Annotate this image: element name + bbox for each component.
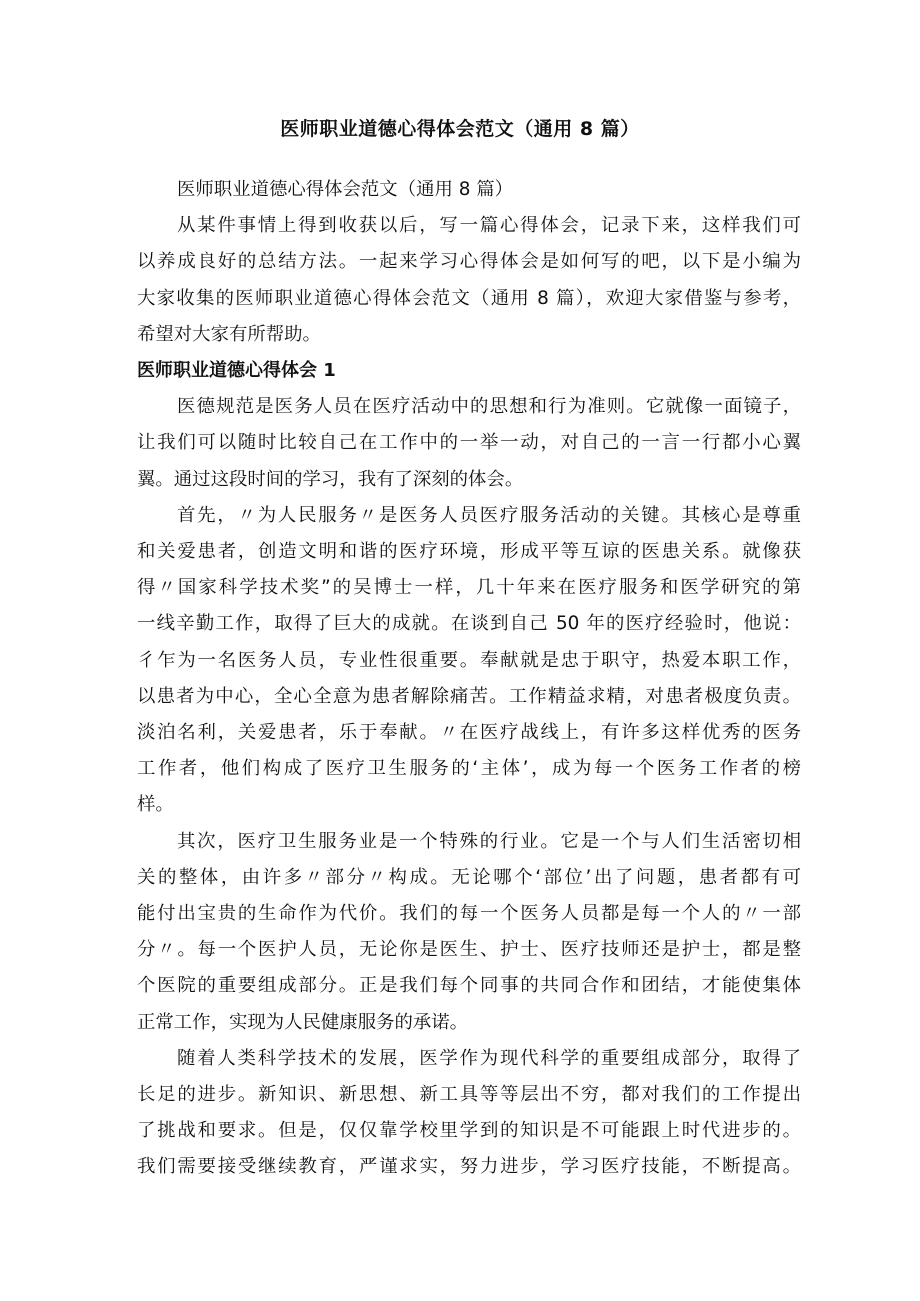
paragraph-line: 希望对大家有所帮助。 (137, 323, 321, 345)
intro-paragraph (137, 208, 801, 353)
paragraph-line: 长足的进步。新知识、新思想、新工具等等层出不穷，都对我们的工作提出 (137, 1084, 801, 1106)
document-title: 医师职业道德心得体会范文（通用 8 篇） (280, 118, 640, 140)
paragraph-line: 大家收集的医师职业道德心得体会范文（通用 8 篇），欢迎大家借鉴与参考， (137, 287, 801, 309)
paragraph-line: 其次，医疗卫生服务业是一个特殊的行业。它是一个与人们生活密切相 (177, 830, 801, 852)
body-paragraph (137, 1041, 801, 1186)
body-paragraph (137, 389, 801, 498)
paragraph-line: 让我们可以随时比较自己在工作中的一举一动，对自己的一言一行都小心翼 (137, 432, 801, 454)
paragraph-line: 样。 (137, 794, 174, 816)
paragraph-line: 从某件事情上得到收获以后，写一篇心得体会，记录下来，这样我们可 (177, 215, 801, 237)
paragraph-line: 了挑战和要求。但是，仅仅靠学校里学到的知识是不可能跟上时代进步的。 (137, 1120, 801, 1142)
paragraph-line: 一线辛勤工作，取得了巨大的成就。在谈到自己 50 年的医疗经验时，他说： (137, 613, 801, 635)
paragraph-line: 得〃国家科学技术奖”的吴博士一样，几十年来在医疗服务和医学研究的第 (137, 577, 801, 599)
paragraph-line: 个医院的重要组成部分。正是我们每个同事的共同合作和团结，才能使集体 (137, 975, 801, 997)
paragraph-line: 以养成良好的总结方法。一起来学习心得体会是如何写的吧，以下是小编为 (137, 251, 801, 273)
paragraph-line: 分〃。每一个医护人员，无论你是医生、护士、医疗技师还是护士，都是整 (137, 939, 801, 961)
paragraph-line: 以患者为中心，全心全意为患者解除痛苦。工作精益求精，对患者极度负责。 (137, 685, 801, 707)
paragraph-line: 随着人类科学技术的发展，医学作为现代科学的重要组成部分，取得了 (177, 1047, 801, 1069)
paragraph-line: 医德规范是医务人员在医疗活动中的思想和行为准则。它就像一面镜子， (177, 396, 801, 418)
paragraph-line: 我们需要接受继续教育，严谨求实，努力进步，学习医疗技能，不断提高。 (137, 1156, 801, 1178)
paragraph-line: 能付出宝贵的生命作为代价。我们的每一个医务人员都是每一个人的〃一部 (137, 903, 801, 925)
paragraph-line: 工作者，他们构成了医疗卫生服务的‘主体’，成为每一个医务工作者的榜 (137, 758, 801, 780)
paragraph-line: 翼。通过这段时间的学习，我有了深刻的体会。 (137, 468, 524, 490)
document-body (137, 172, 801, 1186)
paragraph-line: 和关爱患者，创造文明和谐的医疗环境，形成平等互谅的医患关系。就像获 (137, 541, 801, 563)
body-paragraph (137, 824, 801, 1041)
document-subtitle: 医师职业道德心得体会范文（通用 8 篇） (177, 179, 514, 200)
paragraph-line: 彳乍为一名医务人员，专业性很重要。奉献就是忠于职守，热爱本职工作， (137, 649, 801, 671)
paragraph-line: 正常工作，实现为人民健康服务的承诺。 (137, 1011, 469, 1033)
body-paragraph (137, 498, 801, 824)
paragraph-line: 关的整体，由许多〃部分〃构成。无论哪个‘部位’出了问题，患者都有可 (137, 866, 801, 888)
paragraph-line: 首先，〃为人民服务〃是医务人员医疗服务活动的关键。其核心是尊重 (177, 504, 801, 526)
section-heading: 医师职业道德心得体会 1 (137, 360, 336, 382)
paragraph-line: 淡泊名利，关爱患者，乐于奉献。〃在医疗战线上，有许多这样优秀的医务 (137, 722, 801, 744)
